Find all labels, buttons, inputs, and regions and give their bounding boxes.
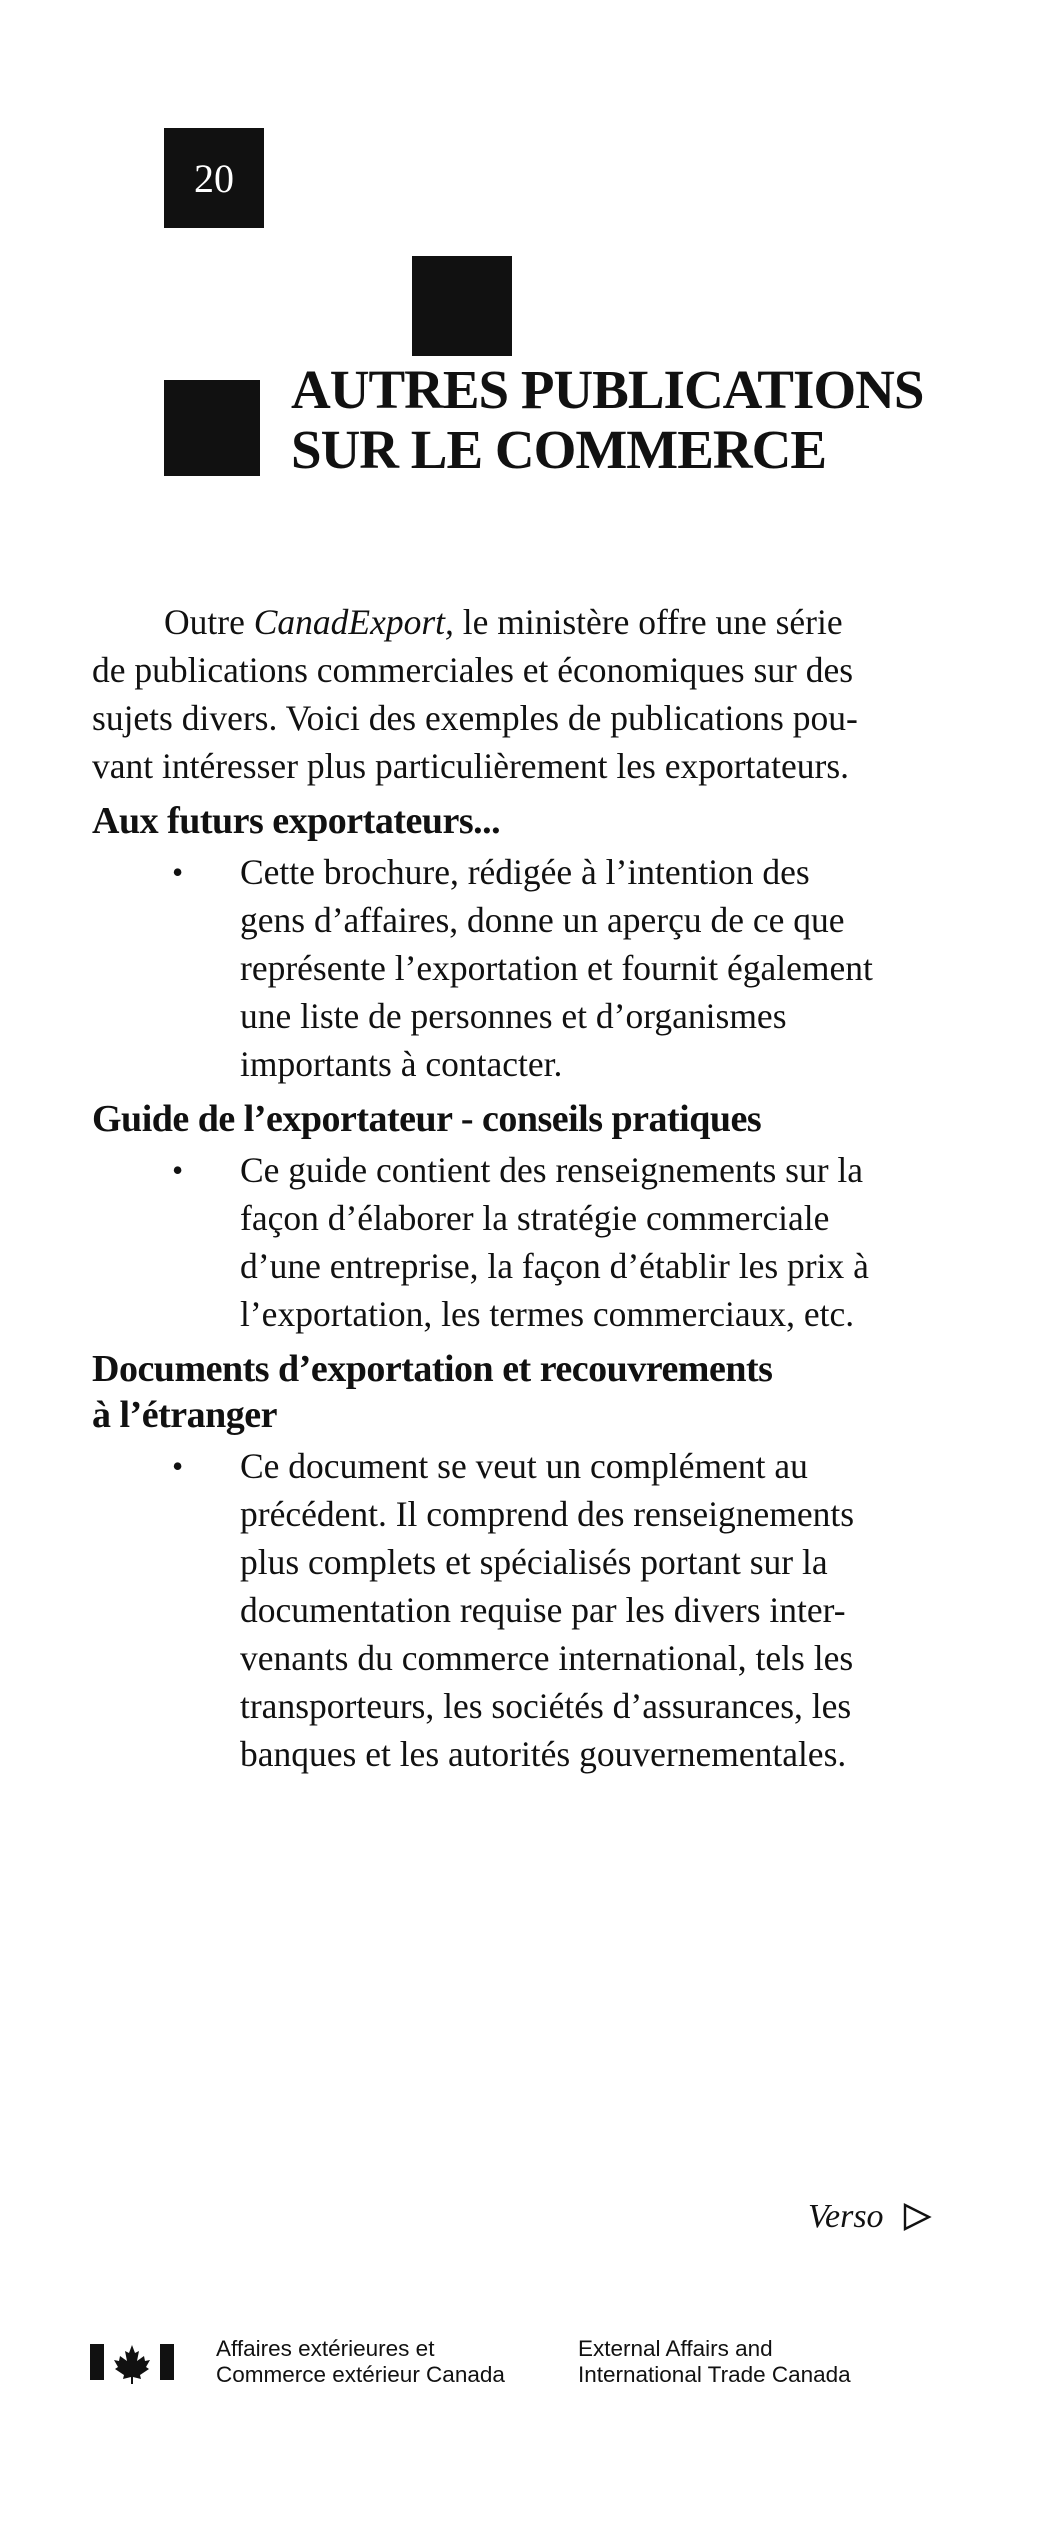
decorative-square-left <box>164 380 260 476</box>
list-item: • Ce guide contient des renseignements sur la façon d’élaborer la stratégie commerciale d’une entreprise, la façon d’établir les prix à l’exportation, les termes commerciaux, etc. <box>92 1146 952 1338</box>
section-heading: Guide de l’exportateur - conseils pratiques <box>92 1098 762 1140</box>
intro-paragraph <box>92 598 952 790</box>
intro-line-2: de publications commerciales et économiques sur des <box>92 650 854 690</box>
bullet: • <box>172 1152 184 1188</box>
bullet: • <box>172 854 184 890</box>
intro-line-3: sujets divers. Voici des exemples de publications pou- <box>92 698 858 738</box>
section-list <box>92 1146 952 1338</box>
footer-text-en: External Affairs and International Trade Canada <box>578 2336 851 2387</box>
verso-link[interactable] <box>808 2198 932 2236</box>
publication-name: CanadExport, <box>253 602 454 642</box>
intro-line-1: Outre CanadExport, le ministère offre une série <box>164 602 843 642</box>
decorative-square-top <box>412 256 512 356</box>
list-item: • Cette brochure, rédigée à l’intention des gens d’affaires, donne un aperçu de ce que représente l’exportation et fournit également une liste de personnes et d’organismes importants à contacter. <box>92 848 952 1088</box>
section-heading: Aux futurs exportateurs... <box>92 800 501 842</box>
footer <box>90 2336 990 2406</box>
section-list <box>92 848 952 1088</box>
canada-flag-logo-icon <box>90 2340 174 2384</box>
bullet: • <box>172 1448 184 1484</box>
title-line-2: SUR LE COMMERCE <box>291 419 827 480</box>
section-heading: Documents d’exportation et recouvrements à l’étranger <box>92 1348 773 1436</box>
list-item: • Ce document se veut un complément au précédent. Il comprend des renseignements plus complets et spécialisés portant sur la documentation requise par les divers inter- venants du commerce international, tels les transporteurs, les sociétés d’assurances, les banques et les autorités gouvernementales. <box>92 1442 952 1778</box>
page-title <box>291 360 991 480</box>
triangle-right-outline-icon <box>902 2202 932 2232</box>
intro-line-4: vant intéresser plus particulièrement les exportateurs. <box>92 746 850 786</box>
title-line-1: AUTRES PUBLICATIONS <box>291 359 924 420</box>
footer-text-fr: Affaires extérieures et Commerce extérieur Canada <box>216 2336 505 2387</box>
verso-label: Verso <box>808 2198 884 2235</box>
page-number: 20 <box>164 128 264 228</box>
document-body <box>92 598 952 1784</box>
section-list <box>92 1442 952 1778</box>
